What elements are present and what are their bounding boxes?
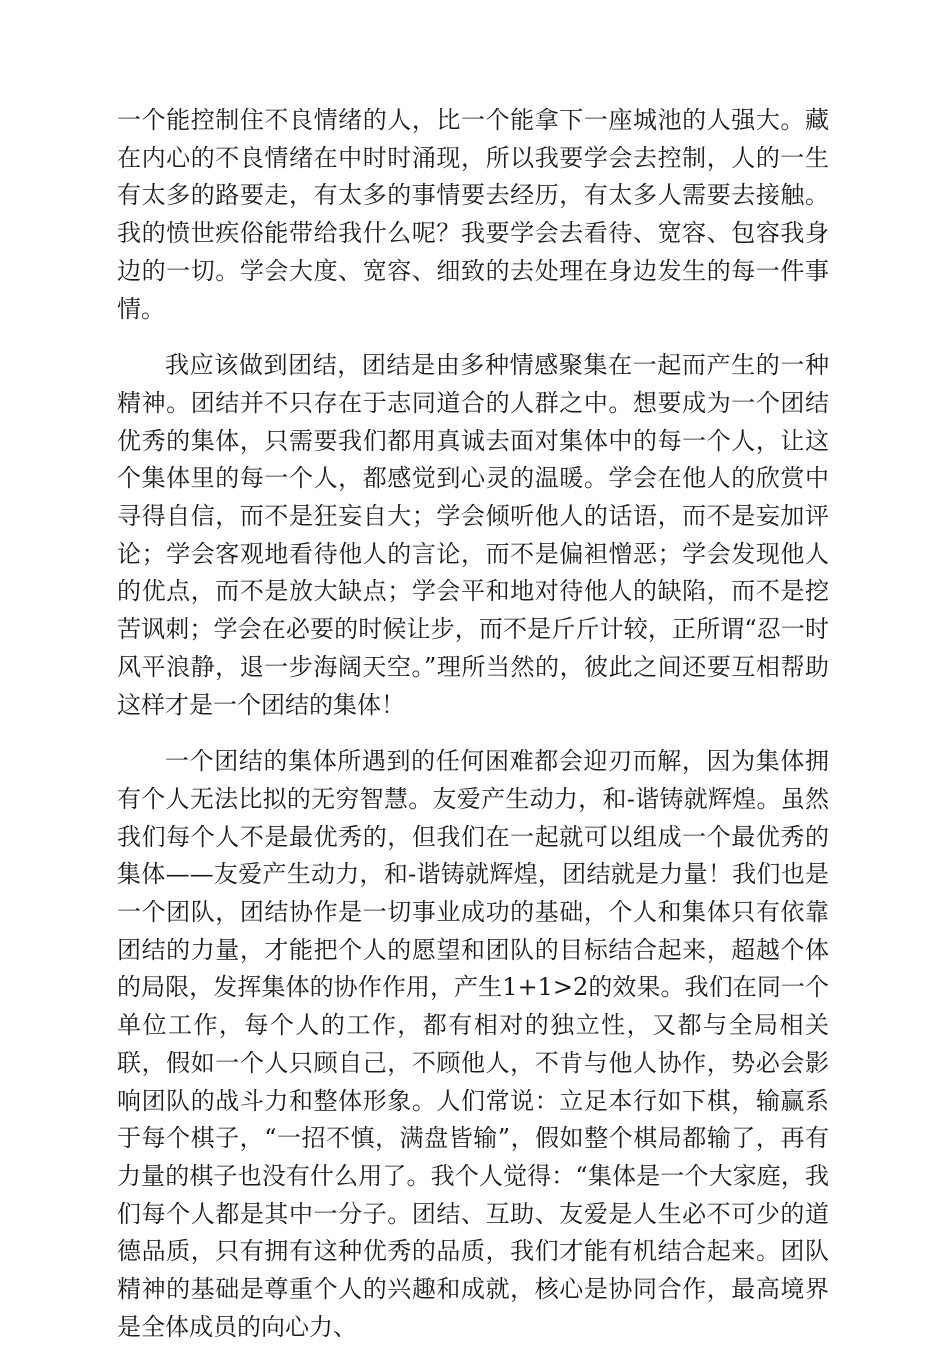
paragraph-3: 一个团结的集体所遇到的任何困难都会迎刃而解，因为集体拥有个人无法比拟的无穷智慧。友爱产生动力，和-谐铸就辉煌。虽然我们每个人不是最优秀的，但我们在一起就可以组成一个最优秀的集体——友爱产生动力，和-谐铸就辉煌，团结就是力量！我们也是一个团队，团结协作是一切事业成功的基础，个人和集体只有依靠团结的力量，才能把个人的愿望和团队的目标结合起来，超越个体的局限，发挥集体的协作作用，产生1+1>2的效果。我们在同一个单位工作，每个人的工作，都有相对的独立性，又都与全局相关联，假如一个人只顾自己，不顾他人，不肯与他人协作，势必会影响团队的战斗力和整体形象。人们常说：立足本行如下棋，输赢系于每个棋子，“一招不慎，满盘皆输”，假如整个棋局都输了，再有力量的棋子也没有什么用了。我个人觉得：“集体是一个大家庭，我们每个人都是其中一分子。团结、互助、友爱是人生必不可少的道德品质，只有拥有这种优秀的品质，我们才能有机结合起来。团队精神的基础是尊重个人的兴趣和成就，核心是协同合作，最高境界是全体成员的向心力、 (117, 747, 829, 1341)
document-page (117, 102, 829, 1347)
paragraph-1: 一个能控制住不良情绪的人，比一个能拿下一座城池的人强大。藏在内心的不良情绪在中时时涌现，所以我要学会去控制，人的一生有太多的路要走，有太多的事情要去经历，有太多人需要去接触。我的愤世疾俗能带给我什么呢？我要学会去看待、宽容、包容我身边的一切。学会大度、宽容、细致的去处理在身边发生的每一件事情。 (117, 106, 829, 323)
paragraph-2: 我应该做到团结，团结是由多种情感聚集在一起而产生的一种精神。团结并不只存在于志同道合的人群之中。想要成为一个团结优秀的集体，只需要我们都用真诚去面对集体中的每一个人，让这个集体里的每一个人，都感觉到心灵的温暖。学会在他人的欣赏中寻得自信，而不是狂妄自大；学会倾听他人的话语，而不是妄加评论；学会客观地看待他人的言论，而不是偏袒憎恶；学会发现他人的优点，而不是放大缺点；学会平和地对待他人的缺陷，而不是挖苦讽刺；学会在必要的时候让步，而不是斤斤计较，正所谓“忍一时风平浪静，退一步海阔天空。”理所当然的，彼此之间还要互相帮助这样才是一个团结的集体！ (117, 351, 829, 719)
